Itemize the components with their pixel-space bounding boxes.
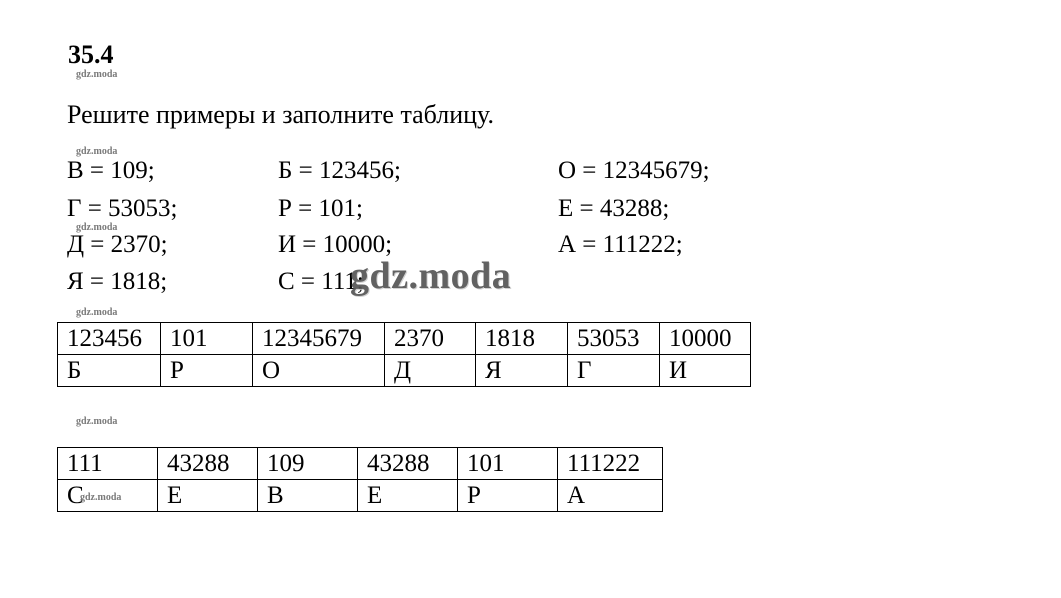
equation-b: Б = 123456; [278,157,401,184]
table-cell: И [660,355,751,387]
table-cell: Б [58,355,161,387]
watermark: gdz.moda [76,69,118,80]
equation-o: О = 12345679; [558,157,710,184]
table-cell: В [258,480,358,512]
equation-ya: Я = 1818; [67,268,168,295]
answer-table-2 [57,447,663,512]
table-cell: О [253,355,385,387]
table-cell: 12345679 [253,323,385,355]
table-cell: Я [476,355,568,387]
equation-a: А = 111222; [558,231,683,258]
table-row-numbers [58,448,663,480]
watermark: gdz.moda [76,146,118,157]
table-row-numbers [58,323,751,355]
table-cell: 123456 [58,323,161,355]
answer-table-1 [57,322,751,387]
table-cell: Е [358,480,458,512]
table-cell: Г [568,355,660,387]
table-cell: А [558,480,663,512]
table-cell: 1818 [476,323,568,355]
table-cell: 111 [58,448,158,480]
watermark: gdz.moda [76,307,118,318]
table-cell: 10000 [660,323,751,355]
equation-s: С = 111; [278,268,364,295]
table-cell: 101 [458,448,558,480]
task-instruction: Решите примеры и заполните таблицу. [67,100,494,129]
table-row-letters [58,355,751,387]
table-cell: 109 [258,448,358,480]
table-cell: 111222 [558,448,663,480]
watermark: gdz.moda [76,222,118,233]
equation-e: Е = 43288; [558,195,670,222]
table-cell: Р [161,355,253,387]
watermark-large: gdz.moda [350,255,512,297]
table-cell: 53053 [568,323,660,355]
table-cell: 43288 [358,448,458,480]
table-cell: С [58,480,158,512]
equation-d: Д = 2370; [67,231,168,258]
table-cell: 2370 [385,323,476,355]
exercise-number: 35.4 [68,40,114,69]
table-row-letters [58,480,663,512]
watermark: gdz.moda [80,492,122,503]
table-cell: Д [385,355,476,387]
table-cell: Е [158,480,258,512]
table-cell: 43288 [158,448,258,480]
watermark: gdz.moda [76,416,118,427]
equation-r: Р = 101; [278,195,363,222]
table-cell: Р [458,480,558,512]
equation-v: В = 109; [67,157,155,184]
equation-g: Г = 53053; [67,195,178,222]
equation-i: И = 10000; [278,231,393,258]
table-cell: 101 [161,323,253,355]
